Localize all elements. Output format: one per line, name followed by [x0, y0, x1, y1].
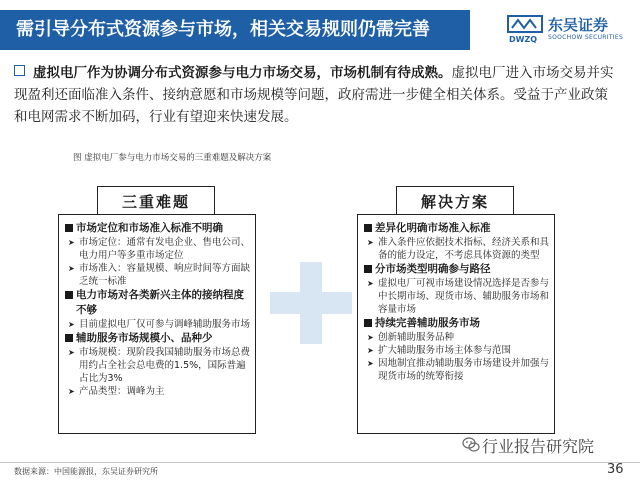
logo-name: 东吴证券 — [548, 16, 609, 34]
sub-item-text: 市场定位：通常有发电企业、售电公司、电力用户等多重市场定位 — [79, 237, 251, 261]
sub-item-text: 因地制宜推动辅助服务市场建设并加强与现货市场的统筹衔接 — [378, 358, 550, 382]
item-title-text: 差异化明确市场准入标准 — [375, 222, 491, 234]
solutions-panel — [357, 214, 555, 434]
item-title-text: 分市场类型明确参与路径 — [375, 263, 491, 275]
sub-item — [364, 277, 550, 316]
item-title — [65, 331, 251, 346]
solutions-tab: 解决方案 — [396, 186, 514, 217]
item-title — [65, 288, 251, 318]
square-bullet-icon — [364, 224, 372, 232]
header-bar — [0, 10, 470, 50]
logo-mark-icon — [506, 14, 546, 44]
arrow-bullet-icon: ➤ — [367, 333, 374, 342]
sub-item — [65, 346, 251, 385]
square-bullet-icon — [364, 319, 372, 327]
sub-item-text: 准入条件应依据技术指标、经济关系和具备的能力设定，不考虑具体资源的类型 — [378, 237, 550, 261]
arrow-bullet-icon: ➤ — [68, 387, 75, 396]
arrow-bullet-icon: ➤ — [68, 320, 75, 329]
page-number: 36 — [607, 462, 624, 477]
item-title — [65, 221, 251, 236]
arrow-bullet-icon: ➤ — [367, 279, 374, 288]
sub-item — [364, 331, 550, 344]
arrow-bullet-icon: ➤ — [367, 359, 374, 368]
sub-item-text: 市场准入：容量规模、响应时间等方面缺乏统一标准 — [79, 263, 251, 287]
plus-connector-icon — [270, 262, 352, 344]
square-bullet-icon — [65, 334, 73, 342]
arrow-bullet-icon: ➤ — [367, 346, 374, 355]
logo-english-name: SOOCHOW SECURITIES — [548, 34, 624, 41]
problems-tab: 三重难题 — [97, 186, 215, 217]
sub-item — [364, 344, 550, 357]
solutions-list — [364, 221, 550, 383]
sub-item — [364, 357, 550, 383]
item-title-text: 辅助服务市场规模小、品种少 — [76, 332, 213, 344]
figure-caption: 图 虚拟电厂参与电力市场交易的三重难题及解决方案 — [73, 153, 272, 163]
sub-item — [364, 236, 550, 262]
checkbox-bullet-icon — [14, 65, 25, 76]
page-title: 需引导分布式资源参与市场，相关交易规则仍需完善 — [16, 19, 430, 40]
problems-list — [65, 221, 251, 398]
sub-item — [65, 262, 251, 288]
sub-item — [65, 385, 251, 398]
square-bullet-icon — [65, 224, 73, 232]
problems-panel — [58, 214, 256, 434]
summary-text: 虚拟电厂进入市场交易并实现盈利还面临准入条件、接纳意愿和市场规模等问题，政府需进一步健全相关体系。受益于产业政策和电网需求不断加码，行业有望迎来快速发展。 — [14, 65, 614, 125]
arrow-bullet-icon: ➤ — [68, 238, 75, 247]
arrow-bullet-icon: ➤ — [367, 238, 374, 247]
square-bullet-icon — [65, 291, 73, 299]
summary-bold: 虚拟电厂作为协调分布式资源参与电力市场交易，市场机制有待成熟。 — [33, 65, 452, 81]
sub-item-text: 创新辅助服务品种 — [378, 332, 455, 343]
sub-item — [65, 318, 251, 331]
square-bullet-icon — [364, 265, 372, 273]
sub-item-text: 市场规模：现阶段我国辅助服务市场总费用约占全社会总电费的1.5%，国际普遍占比为3% — [79, 347, 251, 384]
logo-mark-text: DWZQ — [509, 35, 538, 44]
source-note: 数据来源：中国能源报，东吴证券研究所 — [14, 467, 158, 476]
item-title-text: 市场定位和市场准入标准不明确 — [76, 222, 223, 234]
arrow-bullet-icon: ➤ — [68, 264, 75, 273]
watermark-text: 行业报告研究院 — [482, 437, 595, 456]
sub-item-text: 目前虚拟电厂仅可参与调峰辅助服务市场 — [79, 319, 251, 330]
company-logo — [506, 14, 626, 48]
sub-item-text: 虚拟电厂可视市场建设情况选择是否参与中长期市场、现货市场、辅助服务市场和容量市场 — [378, 278, 550, 315]
item-title — [364, 221, 550, 236]
footer-divider — [0, 462, 640, 463]
summary-paragraph — [14, 62, 620, 128]
sub-item-text: 扩大辅助服务市场主体参与范围 — [378, 345, 512, 356]
sub-item-text: 产品类型：调峰为主 — [79, 386, 165, 397]
item-title-text: 电力市场对各类新兴主体的接纳程度不够 — [76, 289, 244, 316]
sub-item — [65, 236, 251, 262]
item-title — [364, 316, 550, 331]
arrow-bullet-icon: ➤ — [68, 348, 75, 357]
item-title-text: 持续完善辅助服务市场 — [375, 317, 480, 329]
wechat-icon — [462, 436, 480, 454]
item-title — [364, 262, 550, 277]
